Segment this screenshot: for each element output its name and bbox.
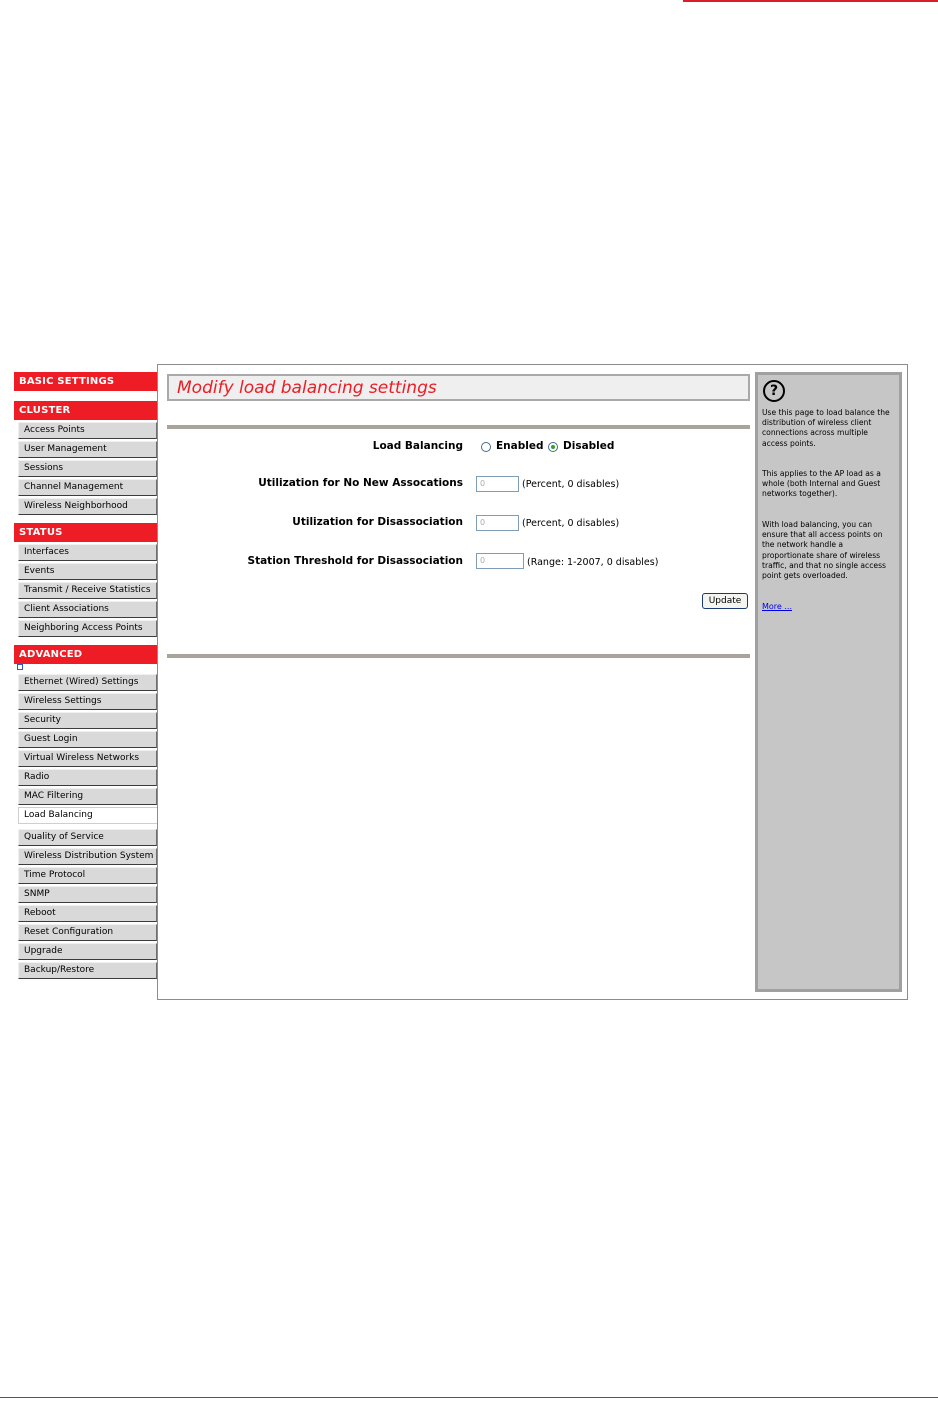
nav-radio[interactable]: Radio bbox=[18, 769, 157, 786]
question-circle-icon: ? bbox=[763, 380, 785, 402]
nav-channel-management[interactable]: Channel Management bbox=[18, 479, 157, 496]
nav-section-status[interactable]: STATUS bbox=[14, 523, 157, 542]
page-top-rule bbox=[683, 0, 938, 2]
bottom-divider bbox=[167, 654, 750, 658]
radio-enabled-label[interactable]: Enabled bbox=[496, 440, 544, 452]
nav-wireless-neighborhood[interactable]: Wireless Neighborhood bbox=[18, 498, 157, 515]
nav-security[interactable]: Security bbox=[18, 712, 157, 729]
util-disassoc-label: Utilization for Disassociation bbox=[292, 516, 463, 528]
nav-upgrade[interactable]: Upgrade bbox=[18, 943, 157, 960]
nav-wireless-distribution-system[interactable]: Wireless Distribution System bbox=[18, 848, 157, 865]
help-more-link[interactable]: More ... bbox=[762, 602, 793, 611]
station-threshold-label: Station Threshold for Disassociation bbox=[247, 555, 463, 567]
nav-time-protocol[interactable]: Time Protocol bbox=[18, 867, 157, 884]
radio-disabled[interactable] bbox=[548, 442, 558, 452]
help-text-1: Use this page to load balance the distribution of wireless client connections across multiple access points. bbox=[762, 408, 890, 448]
nav-load-balancing[interactable]: Load Balancing bbox=[18, 807, 157, 824]
page-title: Modify load balancing settings bbox=[177, 378, 437, 398]
help-text-2: This applies to the AP load as a whole (both Internal and Guest networks together). bbox=[762, 469, 881, 499]
page-title-bar bbox=[167, 374, 750, 401]
nav-reboot[interactable]: Reboot bbox=[18, 905, 157, 922]
nav-guest-login[interactable]: Guest Login bbox=[18, 731, 157, 748]
station-threshold-input[interactable]: 0 bbox=[476, 553, 524, 569]
util-no-new-label: Utilization for No New Assocations bbox=[258, 477, 463, 489]
nav-reset-configuration[interactable]: Reset Configuration bbox=[18, 924, 157, 941]
nav-events[interactable]: Events bbox=[18, 563, 157, 580]
page-bottom-rule bbox=[0, 1397, 938, 1398]
nav-transmit-receive-statistics[interactable]: Transmit / Receive Statistics bbox=[18, 582, 157, 599]
nav-sessions[interactable]: Sessions bbox=[18, 460, 157, 477]
load-balancing-label: Load Balancing bbox=[372, 440, 463, 452]
nav-ethernet-settings[interactable]: Ethernet (Wired) Settings bbox=[18, 674, 157, 691]
nav-mac-filtering[interactable]: MAC Filtering bbox=[18, 788, 157, 805]
station-threshold-hint: (Range: 1-2007, 0 disables) bbox=[527, 557, 659, 568]
help-panel bbox=[755, 372, 902, 992]
nav-access-points[interactable]: Access Points bbox=[18, 422, 157, 439]
nav-neighboring-access-points[interactable]: Neighboring Access Points bbox=[18, 620, 157, 637]
nav-virtual-wireless-networks[interactable]: Virtual Wireless Networks bbox=[18, 750, 157, 767]
collapse-toggle-icon[interactable] bbox=[17, 664, 23, 670]
help-text-3: With load balancing, you can ensure that all access points on the network handle a proportionate share of wireless traffic, and that no single access point gets overloaded. bbox=[762, 520, 886, 581]
util-disassoc-hint: (Percent, 0 disables) bbox=[522, 518, 620, 529]
nav-user-management[interactable]: User Management bbox=[18, 441, 157, 458]
nav-quality-of-service[interactable]: Quality of Service bbox=[18, 829, 157, 846]
radio-enabled[interactable] bbox=[481, 442, 491, 452]
nav-snmp[interactable]: SNMP bbox=[18, 886, 157, 903]
nav-section-cluster[interactable]: CLUSTER bbox=[14, 401, 157, 420]
nav-section-advanced[interactable]: ADVANCED bbox=[14, 645, 157, 664]
nav-backup-restore[interactable]: Backup/Restore bbox=[18, 962, 157, 979]
util-no-new-hint: (Percent, 0 disables) bbox=[522, 479, 620, 490]
util-disassoc-input[interactable]: 0 bbox=[476, 515, 519, 531]
radio-disabled-label[interactable]: Disabled bbox=[563, 440, 615, 452]
top-divider bbox=[167, 425, 750, 429]
nav-client-associations[interactable]: Client Associations bbox=[18, 601, 157, 618]
nav-wireless-settings[interactable]: Wireless Settings bbox=[18, 693, 157, 710]
util-no-new-input[interactable]: 0 bbox=[476, 476, 519, 492]
nav-basic-settings[interactable]: BASIC SETTINGS bbox=[14, 372, 157, 391]
update-button[interactable]: Update bbox=[702, 593, 748, 609]
nav-interfaces[interactable]: Interfaces bbox=[18, 544, 157, 561]
